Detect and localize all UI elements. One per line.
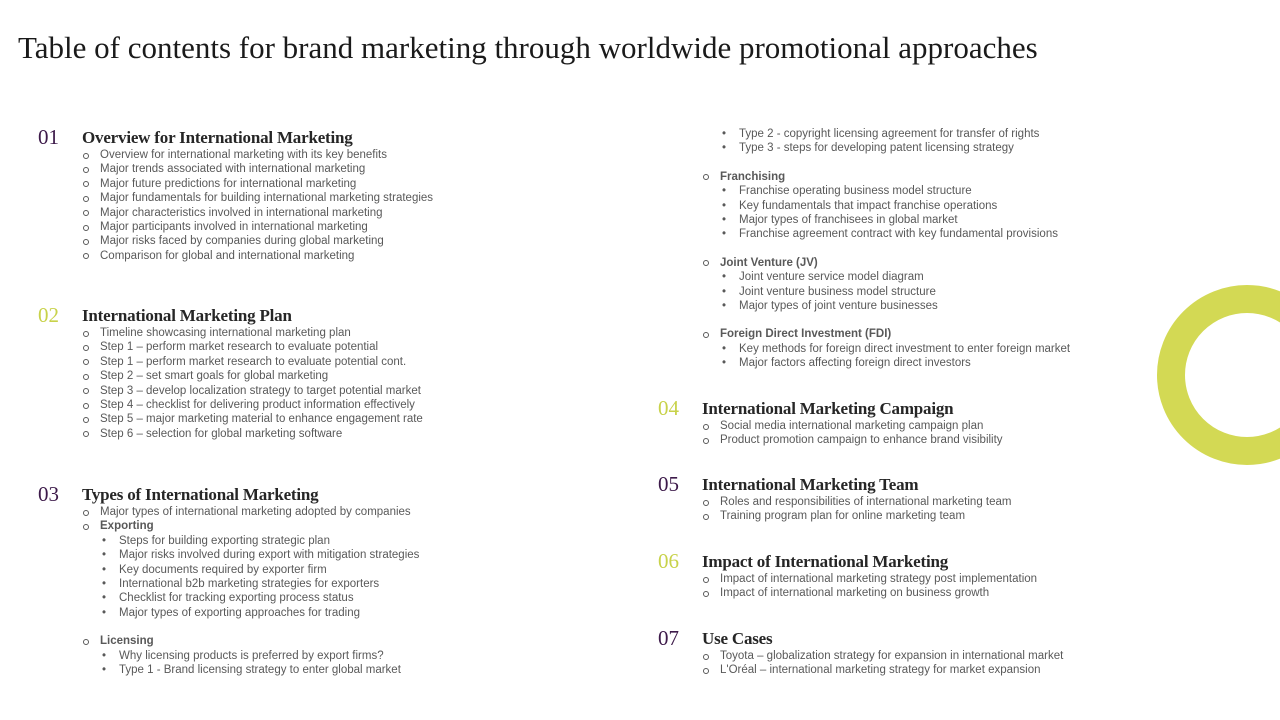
list-item: • Key methods for foreign direct investment to enter foreign market — [658, 342, 1218, 356]
list-item: Roles and responsibilities of international marketing team — [658, 495, 1218, 509]
list-item: • Major factors affecting foreign direct investors — [658, 356, 1218, 370]
list-item: Impact of international marketing strategy post implementation — [658, 572, 1218, 586]
section-items — [38, 505, 598, 677]
section-title: International Marketing Team — [702, 475, 919, 494]
section-number: 07 — [658, 626, 679, 650]
subsection-heading: Franchising — [658, 170, 1218, 184]
section-03 — [38, 482, 598, 677]
section-03-continued — [658, 127, 1218, 371]
list-item: Product promotion campaign to enhance brand visibility — [658, 433, 1218, 447]
list-item: Major participants involved in international marketing — [38, 220, 598, 234]
list-item: • Why licensing products is preferred by export firms? — [38, 649, 598, 663]
list-item: • Steps for building exporting strategic plan — [38, 534, 598, 548]
section-05 — [658, 472, 1218, 524]
list-item: • International b2b marketing strategies for exporters — [38, 577, 598, 591]
list-item: • Key fundamentals that impact franchise operations — [658, 199, 1218, 213]
section-number: 05 — [658, 472, 679, 496]
section-title: International Marketing Campaign — [702, 399, 954, 418]
subsection-heading: Joint Venture (JV) — [658, 256, 1218, 270]
list-item: • Major types of joint venture businesses — [658, 299, 1218, 313]
section-number: 04 — [658, 396, 679, 420]
list-item: Major characteristics involved in international marketing — [38, 206, 598, 220]
section-items — [38, 148, 598, 263]
section-items — [658, 649, 1218, 678]
list-item: • Joint venture service model diagram — [658, 270, 1218, 284]
list-item: Major trends associated with international marketing — [38, 162, 598, 176]
list-item: • Joint venture business model structure — [658, 285, 1218, 299]
section-title: Impact of International Marketing — [702, 552, 949, 571]
list-item: Major fundamentals for building international marketing strategies — [38, 191, 598, 205]
section-02 — [38, 303, 598, 441]
list-item: Step 5 – major marketing material to enhance engagement rate — [38, 412, 598, 426]
list-item: • Type 3 - steps for developing patent licensing strategy — [658, 141, 1218, 155]
section-04 — [658, 396, 1218, 448]
list-item: Overview for international marketing with its key benefits — [38, 148, 598, 162]
list-item: L'Oréal – international marketing strategy for market expansion — [658, 663, 1218, 677]
section-items — [658, 572, 1218, 601]
section-number: 03 — [38, 482, 59, 506]
section-06 — [658, 549, 1218, 601]
section-items — [38, 326, 598, 441]
list-item: • Major risks involved during export with mitigation strategies — [38, 548, 598, 562]
list-item: Major risks faced by companies during global marketing — [38, 234, 598, 248]
section-items — [658, 419, 1218, 448]
section-number: 02 — [38, 303, 59, 327]
section-items — [658, 127, 1218, 371]
page-title: Table of contents for brand marketing through worldwide promotional approaches — [18, 30, 1038, 65]
section-number: 06 — [658, 549, 679, 573]
list-item: • Type 2 - copyright licensing agreement for transfer of rights — [658, 127, 1218, 141]
list-item: Step 1 – perform market research to evaluate potential — [38, 340, 598, 354]
list-item: Step 2 – set smart goals for global marketing — [38, 369, 598, 383]
list-item: Timeline showcasing international marketing plan — [38, 326, 598, 340]
list-item: Impact of international marketing on business growth — [658, 586, 1218, 600]
section-title: International Marketing Plan — [82, 306, 292, 325]
list-item: Step 6 – selection for global marketing software — [38, 427, 598, 441]
section-title: Types of International Marketing — [82, 485, 319, 504]
list-item: Toyota – globalization strategy for expansion in international market — [658, 649, 1218, 663]
list-item: Step 1 – perform market research to evaluate potential cont. — [38, 355, 598, 369]
section-title: Use Cases — [702, 629, 773, 648]
list-item: Comparison for global and international marketing — [38, 249, 598, 263]
list-item: Step 4 – checklist for delivering product information effectively — [38, 398, 598, 412]
section-items — [658, 495, 1218, 524]
list-item: • Franchise operating business model structure — [658, 184, 1218, 198]
section-07 — [658, 626, 1218, 678]
list-item: • Type 1 - Brand licensing strategy to enter global market — [38, 663, 598, 677]
section-title: Overview for International Marketing — [82, 128, 353, 147]
list-item: • Key documents required by exporter firm — [38, 563, 598, 577]
list-item: • Checklist for tracking exporting process status — [38, 591, 598, 605]
subsection-heading: Licensing — [38, 634, 598, 648]
list-item: Training program plan for online marketing team — [658, 509, 1218, 523]
list-item: • Major types of exporting approaches for trading — [38, 606, 598, 620]
list-item: • Major types of franchisees in global market — [658, 213, 1218, 227]
subsection-heading: Exporting — [38, 519, 598, 533]
list-item: Step 3 – develop localization strategy to target potential market — [38, 384, 598, 398]
subsection-heading: Foreign Direct Investment (FDI) — [658, 327, 1218, 341]
section-number: 01 — [38, 125, 59, 149]
list-item: Major types of international marketing adopted by companies — [38, 505, 598, 519]
list-item: • Franchise agreement contract with key fundamental provisions — [658, 227, 1218, 241]
list-item: Major future predictions for international marketing — [38, 177, 598, 191]
list-item: Social media international marketing campaign plan — [658, 419, 1218, 433]
section-01 — [38, 125, 598, 263]
